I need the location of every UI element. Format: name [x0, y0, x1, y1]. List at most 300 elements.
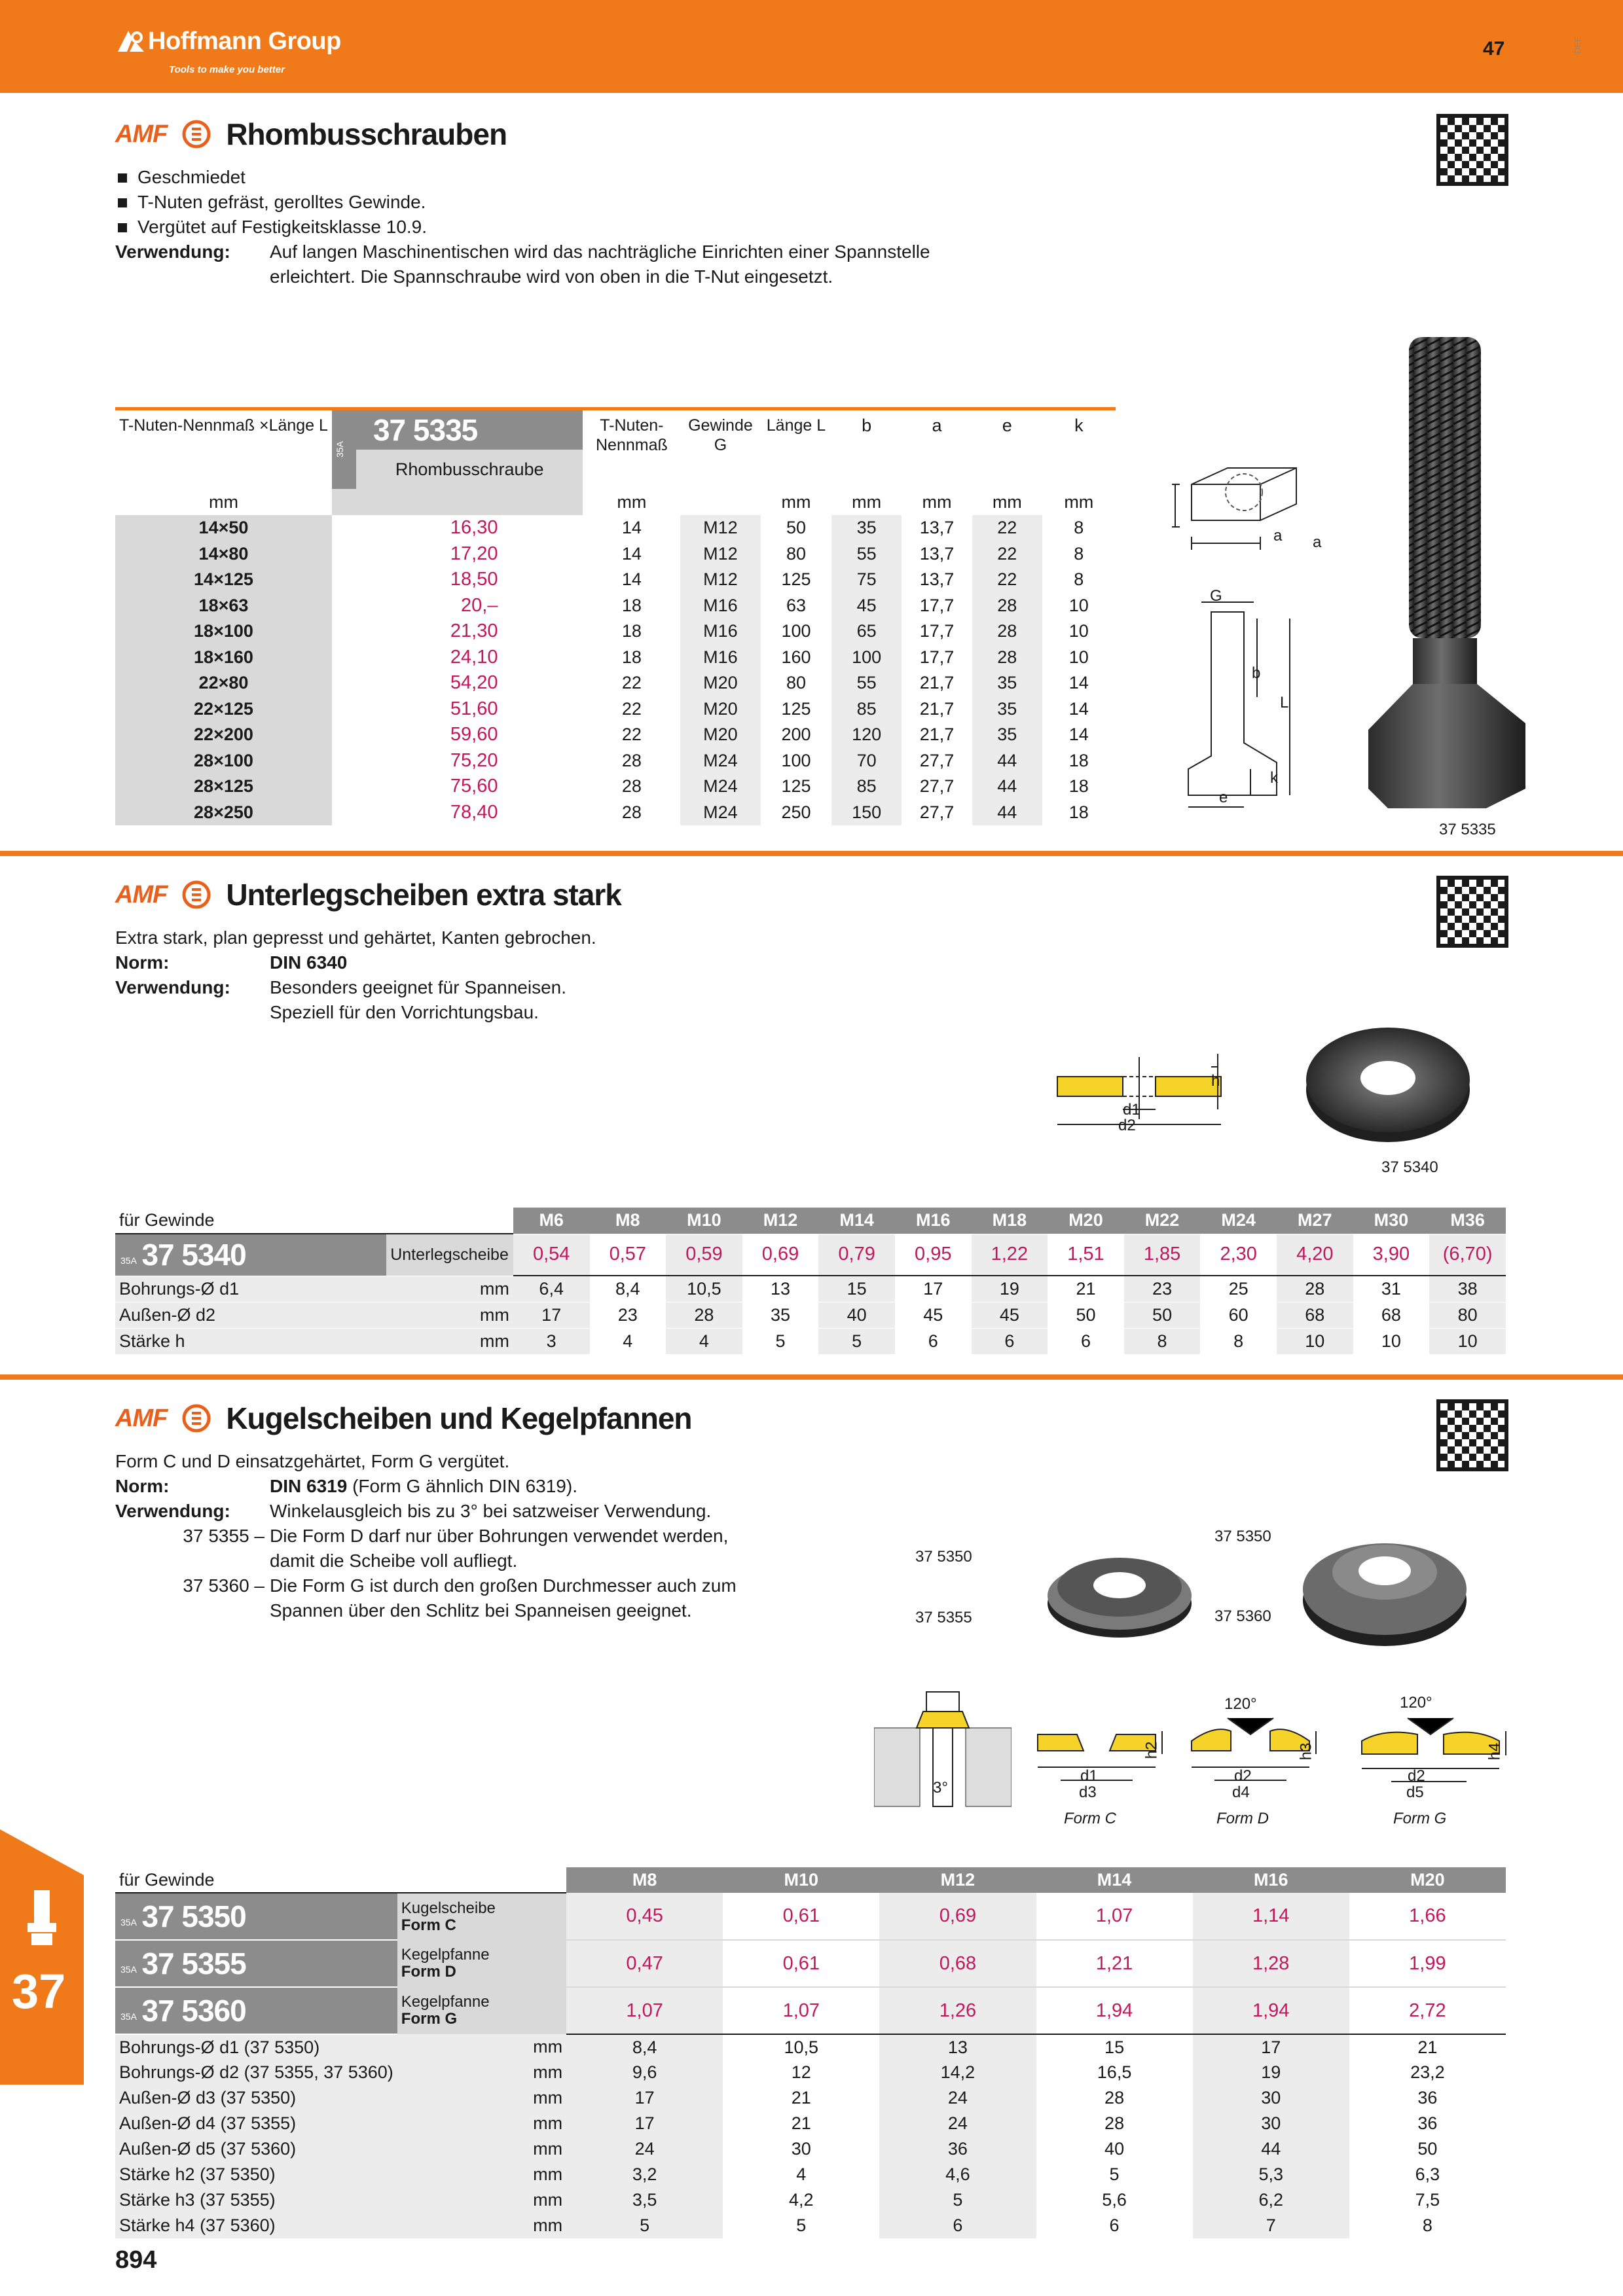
value-cell: 45	[895, 1302, 972, 1328]
size-header: M12	[879, 1867, 1036, 1893]
norm-extra: (Form G ähnlich DIN 6319).	[352, 1476, 577, 1496]
rhombus-side-view-drawing	[1172, 599, 1316, 815]
table-row	[115, 2187, 1506, 2213]
col-header-slot: T-Nuten-Nennmaß	[595, 416, 668, 454]
price-cell: 24,10	[450, 646, 498, 668]
value-cell: 10,5	[666, 1276, 742, 1302]
table-row[interactable]	[115, 541, 1116, 567]
amf-brand-icon: AMF	[115, 1404, 168, 1432]
unit-cell: mm	[208, 492, 238, 512]
price-cell: 0,54	[513, 1234, 590, 1276]
value-cell: 160	[761, 645, 832, 671]
value-cell: 10	[1042, 593, 1116, 619]
spherical-washer-table	[115, 1867, 1506, 2238]
value-cell: 13,7	[902, 541, 972, 567]
value-cell: 21,7	[902, 722, 972, 748]
article-cell[interactable]	[115, 1893, 397, 1940]
value-cell: 80	[761, 670, 832, 696]
value-cell: 7	[1193, 2213, 1349, 2238]
value-cell: 8,4	[566, 2034, 723, 2060]
table-row	[115, 2213, 1506, 2238]
value-cell: 22	[972, 567, 1042, 593]
value-cell: 10	[1353, 1328, 1430, 1354]
price-cell: 16,30	[450, 517, 498, 539]
image-label: 37 5350	[1214, 1528, 1271, 1545]
value-cell: 10	[1042, 645, 1116, 671]
value-cell: 9,6	[566, 2060, 723, 2085]
value-cell: 5	[723, 2213, 879, 2238]
article-name: Kegelpfanne	[401, 1993, 490, 2011]
table-row[interactable]	[115, 515, 1116, 541]
row-label: Bohrungs-Ø d1 (37 5350)	[115, 2034, 397, 2060]
value-cell: 6	[1036, 2213, 1193, 2238]
price-cell: 0,79	[818, 1234, 895, 1276]
value-cell: 22	[583, 670, 680, 696]
rhombus-screw-photo	[1362, 331, 1545, 815]
value-cell: 8	[1042, 567, 1116, 593]
value-cell: M24	[680, 800, 760, 826]
value-cell: 18	[1042, 748, 1116, 774]
table-row[interactable]	[115, 696, 1116, 723]
value-cell: 30	[1193, 2085, 1349, 2111]
for-thread-label: für Gewinde	[115, 1867, 566, 1893]
brand-name: Hoffmann Group	[148, 27, 341, 55]
value-cell: 10	[1277, 1328, 1353, 1354]
price-cell: (6,70)	[1429, 1234, 1506, 1276]
size-cell: 14×125	[115, 567, 332, 593]
value-cell: 21	[723, 2085, 879, 2111]
value-cell: 19	[972, 1276, 1048, 1302]
size-cell: 22×125	[115, 696, 332, 723]
note-text: damit die Scheibe voll aufliegt.	[270, 1551, 518, 1571]
bullet-item: Vergütet auf Festigkeitsklasse 10.9.	[115, 215, 1032, 240]
note-text: Spannen über den Schlitz bei Spanneisen geeignet.	[270, 1600, 692, 1621]
form-c-drawing	[1034, 1728, 1165, 1800]
row-label: Außen-Ø d4 (37 5355)	[115, 2111, 397, 2136]
value-cell: 6	[1048, 1328, 1124, 1354]
price-cell: 1,07	[723, 1987, 879, 2034]
value-cell: 44	[972, 774, 1042, 800]
dim-label: d2	[1234, 1767, 1252, 1785]
value-cell: 10,5	[723, 2034, 879, 2060]
intro-text: Form C und D einsatzgehärtet, Form G vergütet.	[115, 1451, 510, 1471]
price-group-label: 35A	[120, 1255, 137, 1266]
row-label: Außen-Ø d5 (37 5360)	[115, 2136, 397, 2162]
value-cell: 5	[742, 1328, 819, 1354]
price-cell: 0,69	[742, 1234, 819, 1276]
value-cell: 12	[723, 2060, 879, 2085]
table-row	[115, 2162, 1506, 2187]
price-cell: 51,60	[450, 698, 498, 719]
value-cell: 45	[972, 1302, 1048, 1328]
value-cell: 150	[831, 800, 902, 826]
spherical-size-header	[115, 1867, 1506, 1893]
value-cell: 17,7	[902, 645, 972, 671]
value-cell: 6,2	[1193, 2187, 1349, 2213]
value-cell: 21	[1048, 1276, 1124, 1302]
table-row[interactable]	[115, 645, 1116, 671]
intro-text: Extra stark, plan gepresst und gehärtet, Kanten gebrochen.	[115, 927, 596, 948]
spherical-washer-photo-large	[1300, 1518, 1470, 1649]
value-cell: 10	[1042, 619, 1116, 645]
price-cell: 0,59	[666, 1234, 742, 1276]
col-header-e: e	[1002, 416, 1012, 435]
value-cell: 15	[818, 1276, 895, 1302]
value-cell: 4	[723, 2162, 879, 2187]
value-cell: 28	[1277, 1276, 1353, 1302]
sec2-description	[115, 925, 901, 1025]
value-cell: 24	[879, 2111, 1036, 2136]
article-cell[interactable]	[115, 1234, 386, 1276]
value-cell: 55	[831, 670, 902, 696]
unit-cell: mm	[1064, 492, 1094, 512]
size-cell: 18×160	[115, 645, 332, 671]
dim-label: d5	[1406, 1784, 1424, 1801]
amf-brand-icon: AMF	[115, 880, 168, 908]
size-cell: 22×80	[115, 670, 332, 696]
dim-label: 120°	[1400, 1694, 1432, 1712]
washer-section-drawing	[1048, 1047, 1231, 1132]
value-cell: 36	[1349, 2111, 1506, 2136]
value-cell: 24	[879, 2085, 1036, 2111]
table-row[interactable]	[115, 670, 1116, 696]
size-header: M14	[1036, 1867, 1193, 1893]
value-cell: 17	[1193, 2034, 1349, 2060]
size-header: M8	[566, 1867, 723, 1893]
value-cell: 85	[831, 696, 902, 723]
size-header: M10	[666, 1208, 742, 1234]
value-cell: 28	[583, 748, 680, 774]
row-label: Stärke h	[115, 1328, 386, 1354]
col-header-k: k	[1074, 416, 1084, 435]
row-label: Außen-Ø d2	[115, 1302, 386, 1328]
use-text: erleichtert. Die Spannschraube wird von oben in die T-Nut eingesetzt.	[270, 266, 833, 287]
value-cell: M20	[680, 722, 760, 748]
dim-label: b	[1252, 664, 1261, 682]
value-cell: 30	[1193, 2111, 1349, 2136]
price-cell: 1,51	[1048, 1234, 1124, 1276]
row-unit: mm	[397, 2162, 566, 2187]
price-cell: 21,30	[450, 620, 498, 642]
price-cell: 1,21	[1036, 1940, 1193, 1987]
dim-label: d4	[1232, 1784, 1250, 1801]
size-header: M36	[1429, 1208, 1506, 1234]
use-text: Auf langen Maschinentischen wird das nachträgliche Einrichten einer Spannstelle	[270, 242, 930, 262]
qr-code-icon[interactable]	[1436, 1399, 1508, 1471]
dim-label: d2	[1408, 1767, 1425, 1785]
value-cell: 24	[566, 2136, 723, 2162]
chapter-number: 37	[12, 1964, 66, 2018]
size-cell: 22×200	[115, 722, 332, 748]
value-cell: 28	[972, 593, 1042, 619]
table-row[interactable]	[115, 722, 1116, 748]
article-name: Kugelscheibe	[401, 1899, 496, 1917]
value-cell: 35	[831, 515, 902, 541]
price-cell: 0,95	[895, 1234, 972, 1276]
size-header: M27	[1277, 1208, 1353, 1234]
value-cell: 50	[1048, 1302, 1124, 1328]
dim-label: h2	[1142, 1741, 1161, 1759]
value-cell: 4,6	[879, 2162, 1036, 2187]
size-header: M6	[513, 1208, 590, 1234]
price-cell: 2,30	[1200, 1234, 1277, 1276]
value-cell: 17	[566, 2111, 723, 2136]
unit-cell	[680, 489, 760, 515]
size-header: M8	[590, 1208, 666, 1234]
value-cell: 60	[1200, 1302, 1277, 1328]
article-number: 37 5350	[141, 1899, 246, 1933]
price-cell: 3,90	[1353, 1234, 1430, 1276]
size-header: M20	[1349, 1867, 1506, 1893]
value-cell: 22	[583, 696, 680, 723]
price-cell: 0,69	[879, 1893, 1036, 1940]
dim-label: k	[1270, 769, 1278, 787]
price-cell: 1,07	[566, 1987, 723, 2034]
sec3-description	[115, 1449, 901, 1623]
row-unit: mm	[397, 2060, 566, 2085]
size-cell: 18×100	[115, 619, 332, 645]
size-header: M22	[1124, 1208, 1201, 1234]
price-cell: 1,99	[1349, 1940, 1506, 1987]
value-cell: 21	[1349, 2034, 1506, 2060]
footer-page-number: 894	[115, 2246, 157, 2274]
size-header: M20	[1048, 1208, 1124, 1234]
value-cell: 13	[742, 1276, 819, 1302]
form-label: Form D	[1216, 1810, 1269, 1827]
section-heading: Unterlegscheiben extra stark	[226, 878, 621, 912]
spherical-washer-photo-small	[1041, 1538, 1198, 1643]
value-cell: 8	[1200, 1328, 1277, 1354]
price-cell: 54,20	[450, 672, 498, 694]
value-cell: 120	[831, 722, 902, 748]
article-desc	[397, 1893, 566, 1940]
value-cell: 85	[831, 774, 902, 800]
row-label: Stärke h4 (37 5360)	[115, 2213, 397, 2238]
use-label: Verwendung:	[115, 977, 230, 997]
value-cell: 200	[761, 722, 832, 748]
language-code: DEE	[1573, 36, 1582, 54]
dim-label: a	[1313, 533, 1322, 551]
section-heading: Rhombusschrauben	[226, 117, 507, 151]
form-label: Form C	[1064, 1810, 1116, 1827]
washer-table-body	[115, 1276, 1506, 1354]
table-row[interactable]	[115, 774, 1116, 800]
article-row[interactable]	[115, 1893, 1506, 1940]
rhombus-table-body	[115, 515, 1116, 825]
value-cell: 65	[831, 619, 902, 645]
value-cell: 31	[1353, 1276, 1430, 1302]
price-cell: 17,20	[450, 543, 498, 564]
size-cell: 28×125	[115, 774, 332, 800]
value-cell: 5	[879, 2187, 1036, 2213]
washer-photo	[1303, 1018, 1473, 1149]
value-cell: 8	[1124, 1328, 1201, 1354]
article-form: Form C	[401, 1916, 456, 1934]
brand-tagline: Tools to make you better	[169, 64, 285, 75]
row-label: Stärke h3 (37 5355)	[115, 2187, 397, 2213]
price-group-label: 35A	[120, 1916, 137, 1928]
article-cell[interactable]	[115, 1940, 397, 1987]
price-cell: 0,57	[590, 1234, 666, 1276]
value-cell: 21	[723, 2111, 879, 2136]
value-cell: 13,7	[902, 567, 972, 593]
article-number: 37 5335	[373, 413, 478, 447]
size-header: M10	[723, 1867, 879, 1893]
value-cell: M16	[680, 645, 760, 671]
dim-label: h	[1211, 1072, 1220, 1090]
value-cell: 23	[590, 1302, 666, 1328]
row-label: Bohrungs-Ø d1	[115, 1276, 386, 1302]
table-row[interactable]	[115, 593, 1116, 619]
norm-value: DIN 6340	[270, 952, 348, 973]
value-cell: 21,7	[902, 670, 972, 696]
col-header-a: a	[932, 416, 942, 435]
table-row[interactable]	[115, 567, 1116, 593]
article-row[interactable]	[115, 1940, 1506, 1987]
for-thread-label: für Gewinde	[115, 1208, 513, 1234]
value-cell: 44	[972, 800, 1042, 826]
norm-label: Norm:	[115, 952, 170, 973]
table-row	[115, 1302, 1506, 1328]
value-cell: 14	[583, 567, 680, 593]
row-label: Bohrungs-Ø d2 (37 5355, 37 5360)	[115, 2060, 397, 2085]
price-cell: 1,26	[879, 1987, 1036, 2034]
use-text: Winkelausgleich bis zu 3° bei satzweiser Verwendung.	[270, 1501, 712, 1521]
value-cell: 8,4	[590, 1276, 666, 1302]
washer-price-row[interactable]	[115, 1234, 1506, 1276]
use-label: Verwendung:	[115, 242, 230, 262]
dim-label: h3	[1297, 1742, 1315, 1761]
value-cell: 14	[583, 515, 680, 541]
section-title-washers	[115, 877, 621, 912]
value-cell: 15	[1036, 2034, 1193, 2060]
value-cell: 80	[1429, 1302, 1506, 1328]
size-header: M30	[1353, 1208, 1430, 1234]
value-cell: 6,4	[513, 1276, 590, 1302]
value-cell: 27,7	[902, 800, 972, 826]
value-cell: 14,2	[879, 2060, 1036, 2085]
value-cell: 18	[583, 645, 680, 671]
table-row[interactable]	[115, 800, 1116, 826]
unit-spacer	[332, 489, 583, 515]
value-cell: 30	[723, 2136, 879, 2162]
value-cell: 17	[513, 1302, 590, 1328]
image-label: 37 5350	[915, 1548, 972, 1566]
dim-label: d2	[1118, 1117, 1136, 1134]
value-cell: 50	[1349, 2136, 1506, 2162]
article-number: 37 5355	[141, 1946, 246, 1981]
sec1-description	[115, 165, 1032, 289]
use-label: Verwendung:	[115, 1501, 230, 1521]
size-cell: 18×63	[115, 593, 332, 619]
value-cell: 22	[972, 515, 1042, 541]
note-text: Die Form D darf nur über Bohrungen verwendet werden,	[270, 1526, 729, 1546]
value-cell: M12	[680, 567, 760, 593]
brand-logo[interactable]	[115, 27, 341, 56]
washer-size-header	[115, 1208, 1506, 1234]
table-row[interactable]	[115, 619, 1116, 645]
value-cell: 18	[1042, 800, 1116, 826]
article-number: 37 5360	[141, 1994, 246, 2028]
chapter-tab[interactable]	[0, 1829, 84, 2085]
row-unit: mm	[397, 2136, 566, 2162]
value-cell: 68	[1277, 1302, 1353, 1328]
article-name: Unterlegscheibe	[386, 1234, 513, 1276]
value-cell: 40	[1036, 2136, 1193, 2162]
article-form: Form G	[401, 2010, 458, 2028]
value-cell: 16,5	[1036, 2060, 1193, 2085]
price-cell: 59,60	[450, 724, 498, 745]
value-cell: 125	[761, 774, 832, 800]
qr-code-icon[interactable]	[1436, 114, 1508, 186]
value-cell: 50	[1124, 1302, 1201, 1328]
value-cell: 35	[972, 670, 1042, 696]
table-row	[115, 1328, 1506, 1354]
table-row	[115, 2085, 1506, 2111]
dim-label: d1	[1080, 1767, 1098, 1785]
article-cell[interactable]	[356, 410, 583, 489]
row-unit: mm	[386, 1302, 513, 1328]
section-title-spherical	[115, 1401, 692, 1436]
value-cell: 5,3	[1193, 2162, 1349, 2187]
value-cell: 14	[1042, 670, 1116, 696]
table-row[interactable]	[115, 748, 1116, 774]
norm-label: Norm:	[115, 1476, 170, 1496]
value-cell: 44	[1193, 2136, 1349, 2162]
rhombus-top-view-drawing	[1165, 452, 1309, 569]
article-name: Rhombusschraube	[356, 450, 583, 489]
use-text: Speziell für den Vorrichtungsbau.	[270, 1002, 539, 1022]
price-cell: 0,61	[723, 1893, 879, 1940]
value-cell: 17	[566, 2085, 723, 2111]
article-row[interactable]	[115, 1987, 1506, 2034]
price-cell: 1,66	[1349, 1893, 1506, 1940]
value-cell: 100	[761, 619, 832, 645]
article-name: Kegelpfanne	[401, 1946, 490, 1964]
qr-code-icon[interactable]	[1436, 876, 1508, 948]
price-cell: 4,20	[1277, 1234, 1353, 1276]
value-cell: 10	[1429, 1328, 1506, 1354]
hoffmann-logo-icon	[115, 28, 145, 53]
size-header: M16	[1193, 1867, 1349, 1893]
value-cell: M16	[680, 619, 760, 645]
price-cell: 1,14	[1193, 1893, 1349, 1940]
value-cell: 3	[513, 1328, 590, 1354]
value-cell: 7,5	[1349, 2187, 1506, 2213]
spherical-article-rows	[115, 1893, 1506, 2034]
value-cell: 4,2	[723, 2187, 879, 2213]
value-cell: 28	[583, 800, 680, 826]
value-cell: 80	[761, 541, 832, 567]
col-header-size: T-Nuten-Nennmaß ×Länge L	[119, 416, 328, 435]
dim-label: h4	[1486, 1742, 1504, 1761]
value-cell: 40	[818, 1302, 895, 1328]
value-cell: 6	[972, 1328, 1048, 1354]
value-cell: 18	[1042, 774, 1116, 800]
value-cell: 28	[972, 645, 1042, 671]
value-cell: M12	[680, 541, 760, 567]
unit-cell: mm	[617, 492, 647, 512]
amf-gear-icon	[181, 1403, 211, 1433]
col-header-length: Länge L	[766, 416, 826, 435]
value-cell: M12	[680, 515, 760, 541]
unit-cell: mm	[922, 492, 952, 512]
size-cell: 28×100	[115, 748, 332, 774]
dim-label: L	[1280, 694, 1289, 711]
size-header: M12	[742, 1208, 819, 1234]
article-cell[interactable]	[115, 1987, 397, 2034]
value-cell: 18	[583, 619, 680, 645]
